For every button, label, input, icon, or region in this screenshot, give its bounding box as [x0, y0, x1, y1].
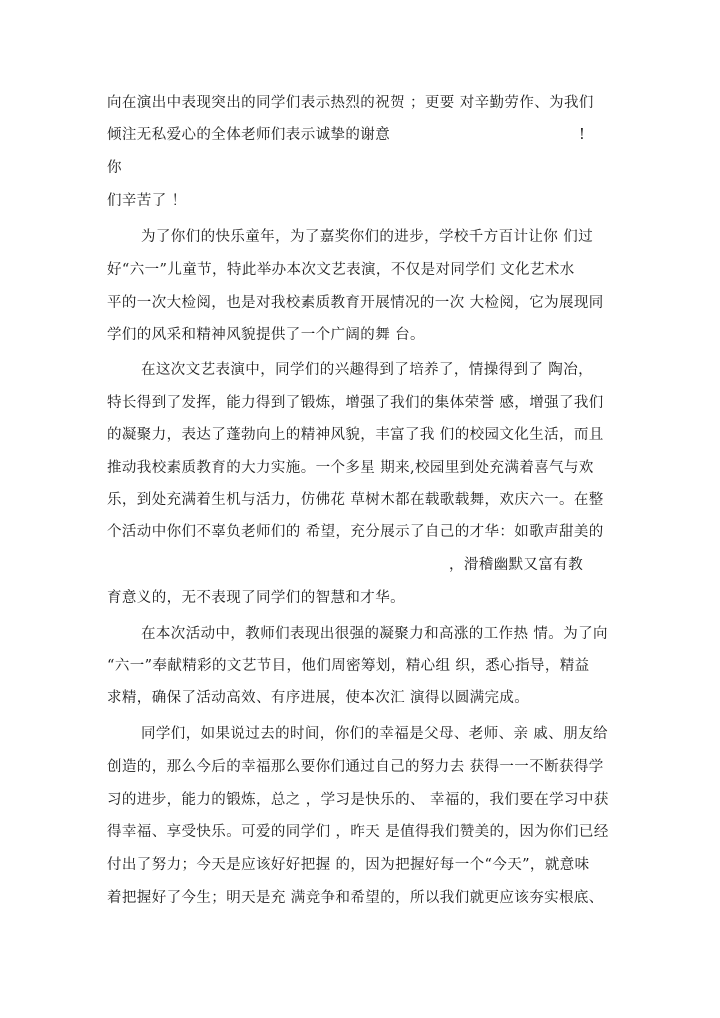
text-line: 习的进步，能力的锻炼，总之 ，学习是快乐的、 幸福的，我们要在学习中获	[107, 792, 609, 808]
text-line: “六一”奉献精彩的文艺节目，他们周密筹划，精心组 织，悉心指导，精益	[107, 658, 590, 674]
text-line: 育意义的，无不表现了同学们的智慧和才华。	[107, 590, 405, 606]
text-line: 向在演出中表现突出的同学们表示热烈的祝贺 ；更要 对辛勤劳作、为我们	[107, 95, 594, 111]
text-line: 的凝聚力，表达了蓬勃向上的精神风貌，丰富了我 们的校园文化生活，而且	[107, 427, 604, 443]
text-line: 付出了努力；今天是应该好好把握 的，因为把握好每一个“今天”，就意味	[107, 857, 590, 873]
text-line: 求精，确保了活动高效、有序进展，使本次汇 演得以圆满完成。	[107, 690, 530, 706]
text-line: 平的一次大检阅，也是对我校素质教育开展情况的一次 大检阅，它为展现同	[107, 295, 604, 311]
text-line: 好“六一”儿童节，特此举办本次文艺表演，不仅是对同学们 文化艺术水	[107, 262, 575, 278]
text-line: 着把握好了今生；明天是充 满竞争和希望的，所以我们就更应该夯实根底、	[107, 890, 604, 906]
text-line: 们辛苦了 ！	[107, 193, 187, 209]
text-line: 特长得到了发挥，能力得到了锻炼，增强了我们的集体荣誉 感，增强了我们	[107, 395, 604, 411]
text-line: ，滑稽幽默又富有教	[449, 557, 584, 573]
text-line: 个活动中你们不辜负老师们的 希望，充分展示了自己的才华：如歌声甜美的	[107, 524, 604, 540]
text-line: 推动我校素质教育的大力实施。一个多星 期来,校园里到处充满着喜气与欢	[107, 460, 594, 476]
text-line: 创造的，那么今后的幸福那么要你们通过自己的努力去 获得一一不断获得学	[107, 759, 604, 775]
text-line: 乐，到处充满着生机与活力，仿佛花 草树木都在载歌载舞，欢庆六一。在整	[107, 492, 604, 508]
text-line: 在这次文艺表演中，同学们的兴趣得到了培养了，情操得到了 陶冶，	[141, 362, 594, 378]
text-line: !	[579, 127, 585, 143]
text-line: 得幸福、享受快乐。可爱的同学们 ，昨天 是值得我们赞美的，因为你们已经	[107, 824, 609, 840]
text-line: 为了你们的快乐童年，为了嘉奖你们的进步，学校千方百计让你 们过	[141, 229, 594, 245]
text-line: 学们的风采和精神风貌提供了一个广阔的舞 台。	[107, 327, 425, 343]
text-line: 倾注无私爱心的全体老师们表示诚挚的谢意	[107, 127, 391, 143]
text-line: 在本次活动中，教师们表现出很强的凝聚力和高涨的工作热 情。为了向	[141, 626, 608, 642]
text-line: 同学们，如果说过去的时间，你们的幸福是父母、老师、亲 戚、朋友给	[141, 726, 608, 742]
text-line: 你	[107, 160, 122, 176]
